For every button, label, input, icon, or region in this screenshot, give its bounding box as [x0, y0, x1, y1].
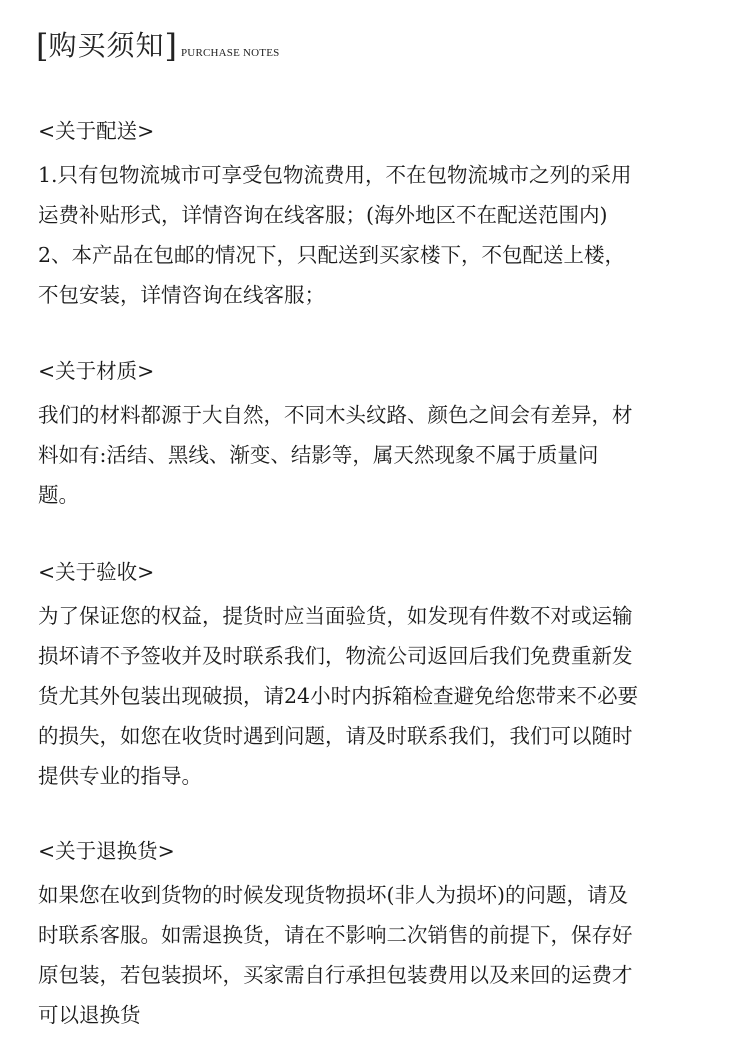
header-bracket-open: [ — [36, 27, 49, 65]
section-inspection — [38, 558, 718, 796]
header-bracket-close: ] — [164, 27, 177, 65]
section-line: 的损失，如您在收货时遇到问题，请及时联系我们，我们可以随时 — [38, 724, 633, 748]
page-header — [36, 26, 279, 66]
section-line: 1.只有包物流城市可享受包物流费用，不在包物流城市之列的采用 — [38, 163, 632, 187]
section-line: 不包安装，详情咨询在线客服； — [38, 283, 325, 307]
section-heading-inspection: <关于验收> — [38, 560, 155, 584]
page-title: 购买须知 — [48, 29, 165, 62]
section-line: 时联系客服。如需退换货，请在不影响二次销售的前提下，保存好 — [38, 923, 633, 947]
section-delivery — [38, 117, 718, 315]
page-subtitle: PURCHASE NOTES — [180, 47, 280, 59]
section-line: 如果您在收到货物的时候发现货物损坏(非人为损坏)的问题，请及 — [38, 883, 628, 907]
section-heading-material: <关于材质> — [38, 359, 155, 383]
section-material — [38, 357, 718, 515]
section-line: 为了保证您的权益，提货时应当面验货，如发现有件数不对或运输 — [38, 604, 633, 628]
section-line: 运费补贴形式，详情咨询在线客服；(海外地区不在配送范围内) — [38, 203, 608, 227]
section-line: 原包装，若包装损坏，买家需自行承担包装费用以及来回的运费才 — [38, 963, 633, 987]
section-heading-returns: <关于退换货> — [38, 839, 175, 863]
section-line: 货尤其外包装出现破损，请24小时内拆箱检查避免给您带来不必要 — [38, 684, 639, 708]
section-line: 损坏请不予签收并及时联系我们，物流公司返回后我们免费重新发 — [38, 644, 633, 668]
section-returns — [38, 837, 718, 1035]
section-heading-delivery: <关于配送> — [38, 119, 155, 143]
section-line: 我们的材料都源于大自然，不同木头纹路、颜色之间会有差异，材 — [38, 403, 633, 427]
section-line: 可以退换货 — [38, 1003, 141, 1027]
section-line: 提供专业的指导。 — [38, 764, 202, 788]
section-line: 题。 — [38, 483, 79, 507]
section-line: 2、本产品在包邮的情况下，只配送到买家楼下，不包配送上楼， — [38, 243, 626, 267]
section-line: 料如有:活结、黑线、渐变、结影等，属天然现象不属于质量问 — [38, 443, 599, 467]
